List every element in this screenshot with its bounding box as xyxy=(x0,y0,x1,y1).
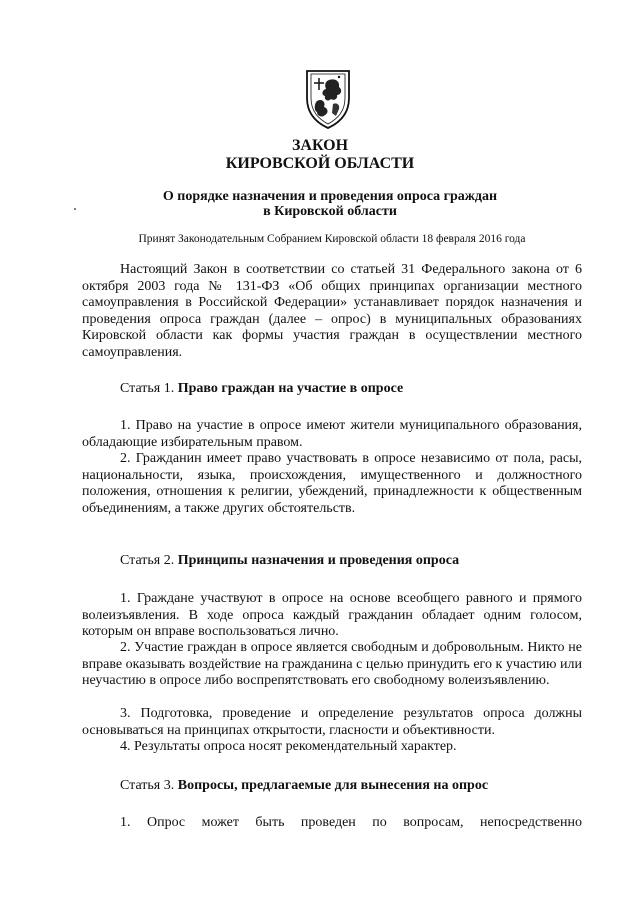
adoption-note: Принят Законодательным Собранием Кировской области 18 февраля 2016 года xyxy=(138,233,526,245)
article1-heading xyxy=(120,380,590,397)
article1-paragraph2: 2. Гражданин имеет право участвовать в опросе независимо от пола, расы, национальности, языка, происхождения, имущественного и должностного положения, отношения к религии, убеждений, принадлежности к общественным объединениям, а также других обстоятельств. xyxy=(82,451,582,516)
article2-paragraph3: 3. Подготовка, проведение и определение результатов опроса должны основываться на принципах открытости, гласности и объективности. xyxy=(82,706,582,738)
article2-paragraph1: 1. Граждане участвуют в опросе на основе всеобщего равного и прямого волеизъявления. В ходе опроса каждый гражданин обладает одним голосом, которым он вправе воспользоваться лично. xyxy=(82,591,582,640)
kirov-coat-of-arms-emblem xyxy=(303,68,353,130)
article3-paragraph1: 1. Опрос может быть проведен по вопросам, непосредственно xyxy=(120,815,582,830)
article3-heading xyxy=(120,777,590,794)
article2-title: Принципы назначения и проведения опроса xyxy=(177,553,460,568)
article3-prefix: Статья 3. xyxy=(120,778,178,793)
article1-paragraph1: 1. Право на участие в опросе имеют жители муниципального образования, обладающие избирательным правом. xyxy=(82,418,582,450)
article1-title: Право граждан на участие в опросе xyxy=(177,381,404,396)
law-subtitle-line2: в Кировской области xyxy=(263,204,397,219)
scan-speck xyxy=(74,208,76,210)
law-region: КИРОВСКОЙ ОБЛАСТИ xyxy=(225,155,415,172)
article2-paragraph2: 2. Участие граждан в опросе является свободным и добровольным. Никто не вправе оказывать воздействие на гражданина с целью принудить его к участию или неучастию в опросе либо воспрепятствовать его свободному волеизъявлению. xyxy=(82,640,582,689)
article2-paragraph4: 4. Результаты опроса носят рекомендательный характер. xyxy=(120,739,457,754)
article2-prefix: Статья 2. xyxy=(120,553,178,568)
preamble-paragraph: Настоящий Закон в соответствии со статьей 31 Федерального закона от 6 октября 2003 года № 131-ФЗ «Об общих принципах организации местного самоуправления в Российской Федерации» устанавливает порядок назначения и проведения опроса граждан (далее – опрос) в муниципальных образованиях Кировской области как формы участия граждан в осуществлении местного самоуправления. xyxy=(82,262,582,360)
article2-heading xyxy=(120,552,590,569)
article1-prefix: Статья 1. xyxy=(120,381,178,396)
article3-title: Вопросы, предлагаемые для вынесения на опрос xyxy=(177,778,489,793)
law-title: ЗАКОН xyxy=(291,137,349,154)
law-subtitle-line1: О порядке назначения и проведения опроса граждан xyxy=(162,189,498,204)
